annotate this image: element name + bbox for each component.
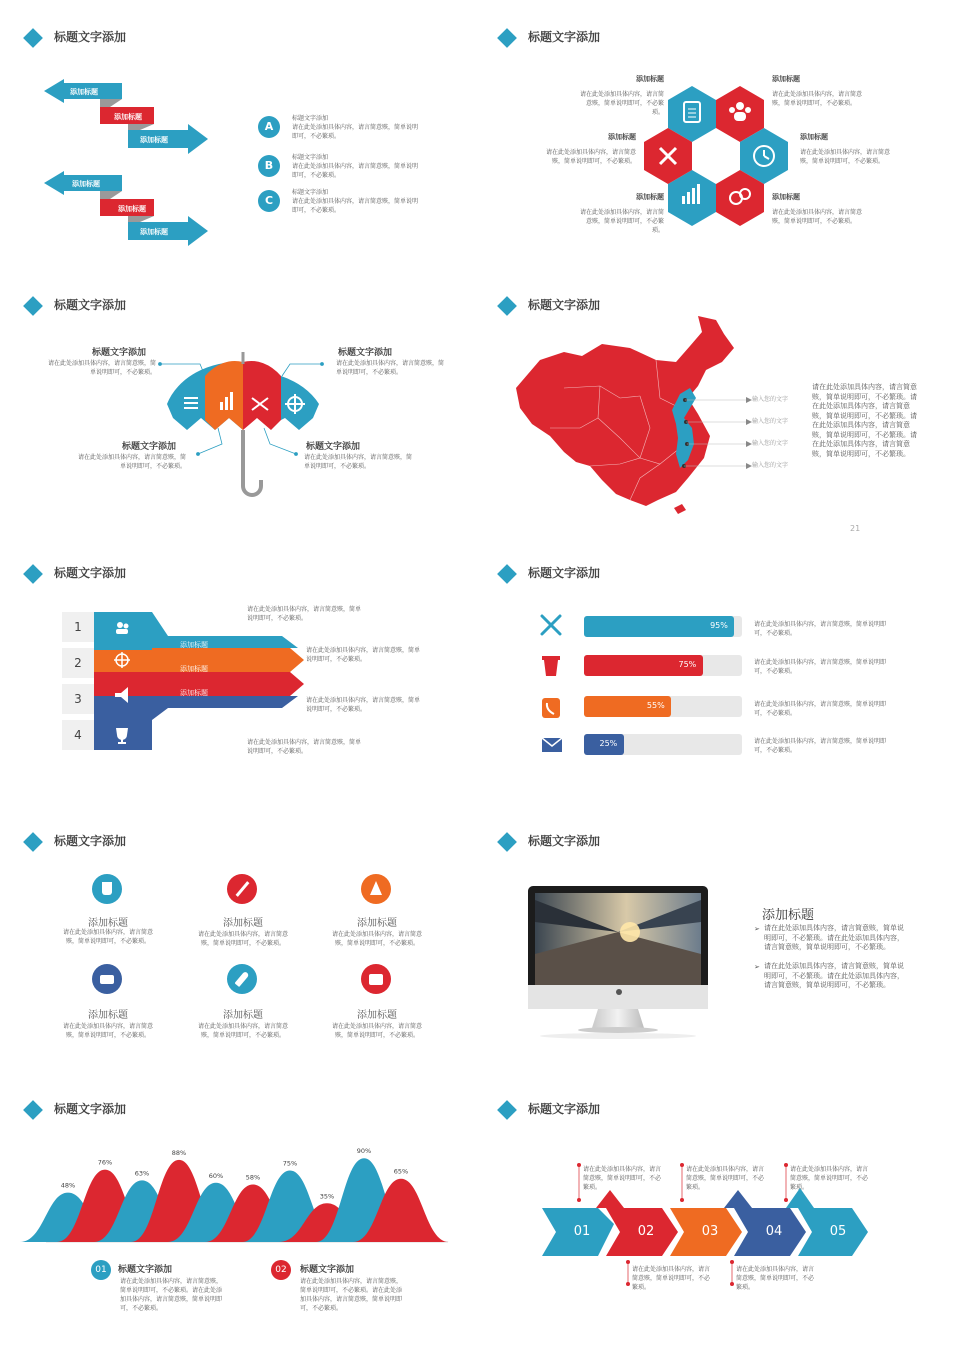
item-text: 请在此处添加具体内容，请言简意赅，简单说明即可，不必繁琐。 [304,454,413,470]
item-title: 标题文字添加 [292,189,329,196]
item-text: 请在此处添加具体内容，请言简意赅，简单说明即可，不必繁琐。 [198,1023,289,1039]
phone-icon [542,698,560,718]
slide-4 [480,268,960,536]
slide-1 [0,0,480,268]
arrow-label: 添加标题 [72,180,100,188]
tools-icon [542,616,560,634]
item-title: 添加标题 [636,75,664,83]
item-title: 添加标题 [223,918,263,929]
step-number: 2 [74,656,82,670]
slide-title: 标题文字添加 [528,566,601,580]
ribbon-label: 添加标题 [180,641,208,649]
item-text: 请在此处添加具体内容，请言简意赅，简单说明即可，不必繁琐。 [292,124,419,140]
bullet-text: 请在此处添加具体内容，请言简意赅，简单说明即可，不必繁琐。请在此处添加具体内容，请言简意赅，简单说明即可，不必繁琐。 [764,924,904,951]
item-text: 请在此处添加具体内容，请言简意赅，简单说明即可，不必繁琐。 [754,621,887,637]
progress-value: 95% [710,621,728,630]
item-title: 添加标题 [88,918,128,929]
item-title: 标题文字添加 [306,442,361,452]
progress-track [584,655,742,676]
ribbon-label: 添加标题 [180,713,208,721]
item-title: 添加标题 [357,918,397,929]
badge: B [258,155,280,177]
suitcase-icon [361,964,391,994]
data-label: 48% [60,1181,76,1190]
item-text: 请在此处添加具体内容，请言简意赅，简单说明即可，不必繁琐。 [336,360,445,376]
arrow-label: 添加标题 [118,205,146,213]
mail-icon [542,738,562,752]
step-note: 请在此处添加具体内容，请言简意赅，简单说明即可，不必繁琐。 [790,1166,869,1191]
item-text: 请在此处添加具体内容，请言简意赅，简单说明即可，不必繁琐。 [754,659,887,675]
slide-title: 标题文字添加 [528,834,601,848]
data-label: 35% [319,1192,335,1201]
step-note: 请在此处添加具体内容，请言简意赅，简单说明即可，不必繁琐。 [632,1266,711,1291]
data-label: 90% [356,1147,372,1156]
step-number: 3 [74,692,82,706]
step-number: 01 [573,1224,591,1239]
item-text: 请在此处添加具体内容，请言简意赅，简单说明即可，不必繁琐。 [292,198,419,214]
step-note: 请在此处添加具体内容，请言简意赅，简单说明即可，不必繁琐。 [583,1166,662,1191]
ribbon-list-graphic [0,536,480,804]
slide-title: 标题文字添加 [54,1102,127,1116]
slide-3 [0,268,480,536]
slide-9 [0,1072,480,1340]
bullet-text: 请在此处添加具体内容，请言简意赅，简单说明即可，不必繁琐。请在此处添加具体内容，请言简意赅，简单说明即可，不必繁琐。 [764,962,904,989]
slide-title: 标题文字添加 [54,298,127,312]
badge: 01 [91,1260,111,1280]
item-title: 标题文字添加 [292,115,329,122]
slide-6 [480,536,960,804]
progress-track [584,696,742,717]
step-number: 04 [765,1224,783,1239]
progress-value: 25% [599,739,618,748]
cup-icon [92,874,122,904]
page-number: 21 [850,524,861,533]
badge: A [258,116,280,138]
item-text: 请在此处添加具体内容，请言简意赅，简单说明即可，不必繁琐。 [62,929,153,945]
map-label: 输入您的文字 [752,396,789,403]
item-title: 标题文字添加 [300,1265,355,1275]
bullet-icon: ➢ [754,925,760,933]
step-note: 请在此处添加具体内容，请言简意赅，简单说明即可，不必繁琐。 [736,1266,815,1291]
hill-chart [0,1072,480,1340]
step-number: 05 [829,1224,847,1239]
ribbon-label: 添加标题 [180,665,208,673]
process-arrows-graphic [480,1072,960,1340]
step-number: 02 [637,1224,655,1239]
map-label: 输入您的文字 [752,418,789,425]
data-label: 58% [245,1173,261,1182]
map-label: 输入您的文字 [752,462,789,469]
item-title: 标题文字添加 [338,348,393,358]
item-text: 请在此处添加具体内容，请言简意赅，简单说明即可，不必繁琐。请在此处添加具体内容，请言简意赅，简单说明即可，不必繁琐。 [300,1278,403,1312]
cone-icon [361,874,391,904]
item-title: 标题文字添加 [118,1265,173,1275]
map-label: 输入您的文字 [752,440,789,447]
item-text: 请在此处添加具体内容，请言简意赅，简单说明即可，不必繁琐。 [247,606,362,622]
item-text: 请在此处添加具体内容，请言简意赅，简单说明即可，不必繁琐。 [292,163,419,179]
diamond-icon [23,832,43,852]
slide-title: 标题文字添加 [54,566,127,580]
progress-value: 75% [678,660,697,669]
item-title: 添加标题 [800,133,828,141]
item-title: 添加标题 [636,193,664,201]
item-title: 标题文字添加 [92,348,147,358]
item-text: 请在此处添加具体内容，请言简意赅，简单说明即可，不必繁琐。 [332,1023,423,1039]
data-label: 65% [393,1167,409,1176]
progress-track [584,616,742,637]
slide-10 [480,1072,960,1340]
item-title: 标题文字添加 [122,442,177,452]
recycle-bin-icon [542,656,560,676]
item-title: 添加标题 [223,1010,263,1021]
item-text: 请在此处添加具体内容，请言简意赅，简单说明即可，不必繁琐。 [306,697,421,713]
item-text: 请在此处添加具体内容，请言简意赅，简单说明即可，不必繁琐。 [77,454,186,470]
item-title: 添加标题 [772,75,800,83]
rocket-icon [227,964,257,994]
item-text: 请在此处添加具体内容，请言简意赅，简单说明即可，不必繁琐。 [306,647,421,663]
badge: 02 [271,1260,291,1280]
arrow-label: 添加标题 [140,228,168,236]
slide-2 [480,0,960,268]
map-description: 请在此处添加具体内容，请言简意赅，简单说明即可，不必繁琐。请在此处添加具体内容，请言简意赅，简单说明即可，不必繁琐。请在此处添加具体内容，请言简意赅，简单说明即可，不必繁琐。请在此处添加具体内容，请言简意赅，简单说明即可，不必繁琐。 [812,383,917,458]
item-text: 请在此处添加具体内容，请言简意赅，简单说明即可，不必繁琐。 [754,701,887,717]
step-number: 4 [74,728,82,742]
item-text: 请在此处添加具体内容，请言简意赅，简单说明即可，不必繁琐。请在此处添加具体内容，请言简意赅，简单说明即可，不必繁琐。 [120,1278,223,1312]
item-text: 请在此处添加具体内容，请言简意赅，简单说明即可，不必繁琐。 [579,209,664,234]
step-number: 03 [701,1224,719,1239]
item-text: 请在此处添加具体内容，请言简意赅，简单说明即可，不必繁琐。 [772,91,863,107]
item-text: 请在此处添加具体内容，请言简意赅，简单说明即可，不必繁琐。 [579,91,664,116]
slide-8 [480,804,960,1072]
item-title: 添加标题 [772,193,800,201]
data-label: 60% [208,1171,224,1180]
item-text: 请在此处添加具体内容，请言简意赅，简单说明即可，不必繁琐。 [546,149,637,165]
step-note: 请在此处添加具体内容，请言简意赅，简单说明即可，不必繁琐。 [686,1166,765,1191]
item-title: 添加标题 [88,1010,128,1021]
content-heading: 添加标题 [762,908,815,923]
data-label: 76% [97,1158,113,1167]
bullet-icon: ➢ [754,963,760,971]
item-text: 请在此处添加具体内容，请言简意赅，简单说明即可，不必繁琐。 [47,360,156,376]
slide-7 [0,804,480,1072]
step-number: 1 [74,620,82,634]
umbrella-graphic [0,268,480,536]
slide-title: 标题文字添加 [54,834,127,848]
slide-title: 标题文字添加 [528,1102,601,1116]
item-text: 请在此处添加具体内容，请言简意赅，简单说明即可，不必繁琐。 [754,738,887,754]
item-text: 请在此处添加具体内容，请言简意赅，简单说明即可，不必繁琐。 [247,739,362,755]
hexagon-ring-graphic [480,0,960,268]
ribbon-label: 添加标题 [180,689,208,697]
data-label: 75% [282,1159,298,1168]
badge: C [258,190,280,212]
item-text: 请在此处添加具体内容，请言简意赅，简单说明即可，不必繁琐。 [800,149,891,165]
slide-title: 标题文字添加 [54,30,127,44]
data-label: 88% [171,1148,187,1157]
item-title: 添加标题 [357,1010,397,1021]
drive-icon [92,964,122,994]
slide-title: 标题文字添加 [528,298,601,312]
slide-title: 标题文字添加 [528,30,601,44]
item-text: 请在此处添加具体内容，请言简意赅，简单说明即可，不必繁琐。 [62,1023,153,1039]
brush-icon [227,874,257,904]
item-text: 请在此处添加具体内容，请言简意赅，简单说明即可，不必繁琐。 [772,209,863,225]
progress-value: 55% [646,701,665,710]
progress-track [584,734,742,755]
item-title: 添加标题 [608,133,636,141]
slide-5 [0,536,480,804]
item-text: 请在此处添加具体内容，请言简意赅，简单说明即可，不必繁琐。 [332,931,423,947]
item-title: 标题文字添加 [292,154,329,161]
arrow-label: 添加标题 [114,113,142,121]
arrow-label: 添加标题 [140,136,168,144]
item-text: 请在此处添加具体内容，请言简意赅，简单说明即可，不必繁琐。 [198,931,289,947]
arrow-label: 添加标题 [70,88,98,96]
data-label: 63% [134,1169,150,1178]
